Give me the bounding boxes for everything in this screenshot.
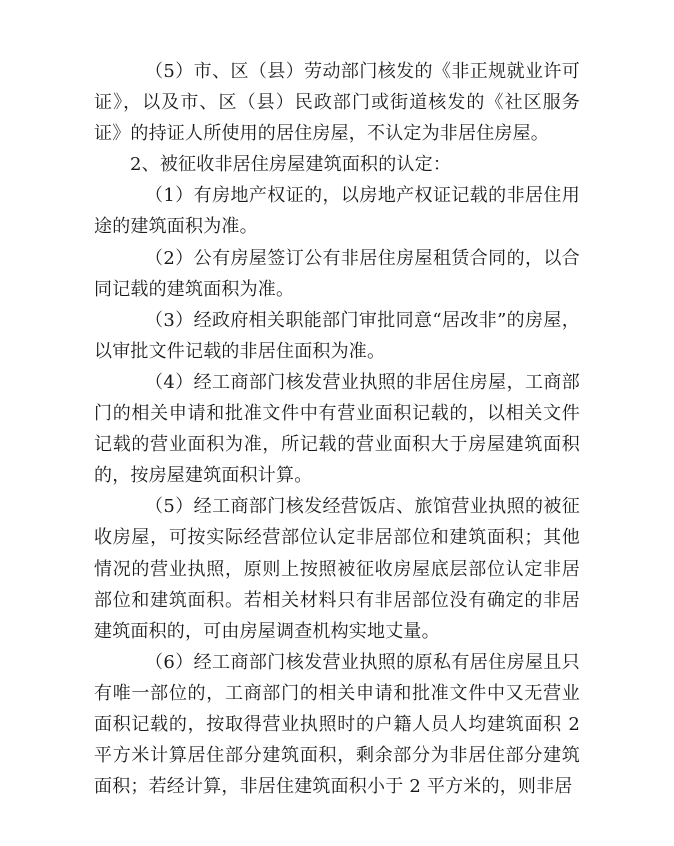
section-heading-2: 2、被征收非居住房屋建筑面积的认定： (130, 154, 452, 176)
paragraph-item-5: （5）经工商部门核发经营饭店、旅馆营业执照的被征收房屋，可按实际经营部位认定非居部位和建筑面积；其他情况的营业执照，原则上按照被征收房屋底层部位认定非居部位和建筑面积。若相关材料只有非居部位没有确定的非居建筑面积的，可由房屋调查机构实地丈量。 (94, 496, 580, 642)
paragraph-item-4: （4）经工商部门核发营业执照的非居住房屋，工商部门的相关申请和批准文件中有营业面积记载的，以相关文件记载的营业面积为准，所记载的营业面积大于房屋建筑面积的，按房屋建筑面积计算。 (94, 371, 580, 487)
paragraph-item-3: （3）经政府相关职能部门审批同意“居改非”的房屋，以审批文件记载的非居住面积为准。 (94, 309, 580, 362)
paragraph-item-5-permit: （5）市、区（县）劳动部门核发的《非正规就业许可证》，以及市、区（县）民政部门或街道核发的《社区服务证》的持证人所使用的居住房屋，不认定为非居住房屋。 (94, 61, 580, 145)
document-body (94, 56, 580, 802)
paragraph-item-2: （2）公有房屋签订公有非居住房屋租赁合同的，以合同记载的建筑面积为准。 (94, 247, 580, 300)
paragraph-item-6: （6）经工商部门核发营业执照的原私有居住房屋且只有唯一部位的，工商部门的相关申请和批准文件中又无营业面积记载的，按取得营业执照时的户籍人员人均建筑面积 2 平方米计算居住部分建筑面积，剩余部分为非居住部分建筑面积；若经计算，非居住建筑面积小于 2 平方米的，则非居 (94, 651, 580, 798)
paragraph-item-1: （1）有房地产权证的，以房地产权证记载的非居住用途的建筑面积为准。 (94, 185, 580, 238)
